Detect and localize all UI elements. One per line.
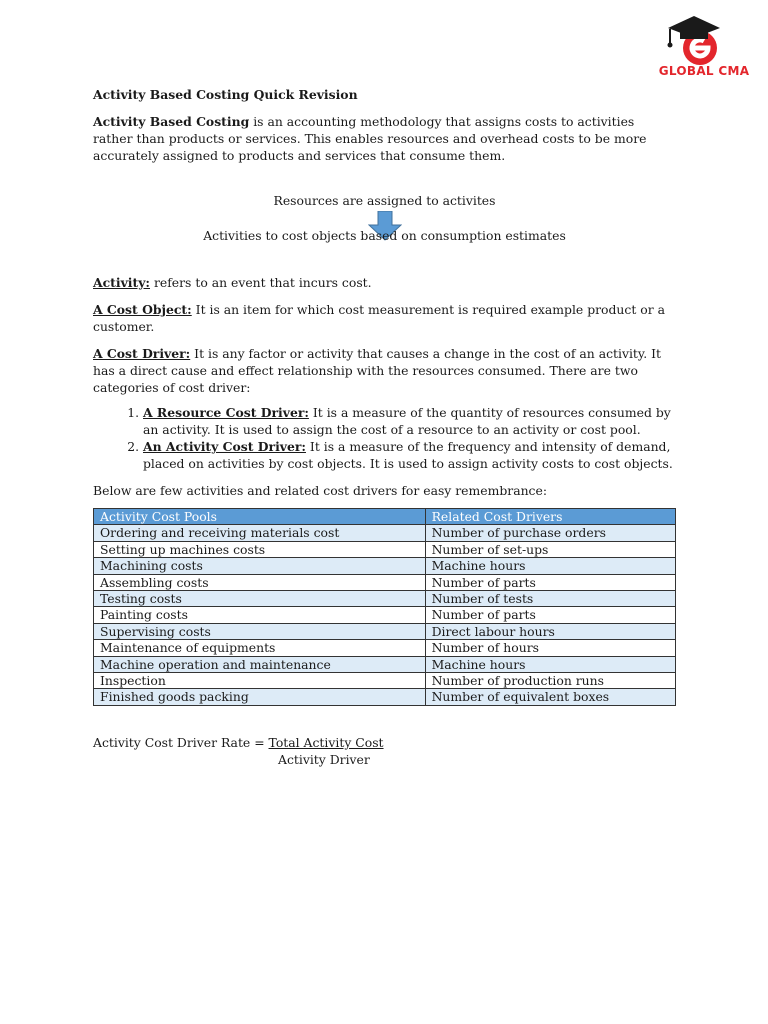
- cell-cost-pool: Finished goods packing: [94, 689, 426, 705]
- table-row: [94, 525, 676, 541]
- cell-cost-pool: Maintenance of equipments: [94, 640, 426, 656]
- definition-cost-driver-term: A Cost Driver:: [93, 346, 191, 361]
- cell-cost-driver: Number of purchase orders: [425, 525, 675, 541]
- resource-driver-text: It is a measure of the quantity of resources consumed by an activity. It is used to assign the cost of a resource to an activity or cost pool.: [143, 405, 671, 437]
- intro-term: Activity Based Costing: [93, 114, 250, 129]
- document-body: [93, 86, 676, 768]
- cell-cost-driver: Number of set-ups: [425, 541, 675, 557]
- formula-numerator: Total Activity Cost: [268, 734, 384, 750]
- activity-driver-term: An Activity Cost Driver:: [143, 439, 306, 454]
- flow-step-activities: Activities to cost objects based on consumption estimates: [203, 228, 566, 243]
- list-item: [143, 404, 676, 438]
- definition-activity-text: refers to an event that incurs cost.: [150, 275, 372, 290]
- formula-denominator: Activity Driver: [278, 751, 370, 767]
- page-title: Activity Based Costing Quick Revision: [93, 87, 358, 102]
- table-row: [94, 656, 676, 672]
- cell-cost-driver: Machine hours: [425, 558, 675, 574]
- cell-cost-driver: Number of equivalent boxes: [425, 689, 675, 705]
- formula: [93, 734, 676, 768]
- cell-cost-pool: Machining costs: [94, 558, 426, 574]
- table-row: [94, 689, 676, 705]
- formula-label: Activity Cost Driver Rate =: [93, 734, 269, 750]
- logo-text: GLOBAL CMA: [658, 64, 750, 78]
- table-row: [94, 541, 676, 557]
- cost-drivers-table: [93, 508, 676, 706]
- cell-cost-pool: Ordering and receiving materials cost: [94, 525, 426, 541]
- definition-cost-driver: [93, 345, 676, 396]
- cell-cost-driver: Number of production runs: [425, 673, 675, 689]
- cell-cost-driver: Number of hours: [425, 640, 675, 656]
- cell-cost-driver: Direct labour hours: [425, 623, 675, 639]
- definition-activity-term: Activity:: [93, 275, 150, 290]
- table-row: [94, 623, 676, 639]
- cell-cost-driver: Number of parts: [425, 607, 675, 623]
- table-row: [94, 558, 676, 574]
- table-header-row: [94, 509, 676, 525]
- table-body: [94, 525, 676, 705]
- cell-cost-pool: Assembling costs: [94, 574, 426, 590]
- definition-cost-object-text: It is an item for which cost measurement is required example product or a customer.: [93, 302, 665, 334]
- cell-cost-pool: Painting costs: [94, 607, 426, 623]
- cell-cost-driver: Number of tests: [425, 591, 675, 607]
- flow-step-resources: Resources are assigned to activites: [273, 193, 496, 208]
- column-header-cost-drivers: Related Cost Drivers: [425, 509, 675, 525]
- definition-cost-driver-text: It is any factor or activity that causes a change in the cost of an activity. It has a direct cause and effect relationship with the resources consumed. There are two categories of cost driver:: [93, 346, 662, 395]
- cell-cost-pool: Testing costs: [94, 591, 426, 607]
- intro-paragraph: [93, 113, 676, 164]
- list-item: [143, 438, 676, 472]
- cell-cost-pool: Machine operation and maintenance: [94, 656, 426, 672]
- driver-types-list: [93, 404, 676, 472]
- definition-activity: [93, 274, 676, 291]
- definition-cost-object-term: A Cost Object:: [93, 302, 192, 317]
- cell-cost-pool: Inspection: [94, 673, 426, 689]
- table-row: [94, 673, 676, 689]
- cell-cost-driver: Machine hours: [425, 656, 675, 672]
- cell-cost-driver: Number of parts: [425, 574, 675, 590]
- activity-driver-text: It is a measure of the frequency and intensity of demand, placed on activities by cost objects. It is used to assign activity costs to cost objects.: [143, 439, 673, 471]
- table-row: [94, 640, 676, 656]
- cell-cost-pool: Supervising costs: [94, 623, 426, 639]
- intro-text: is an accounting methodology that assigns costs to activities rather than products or services. This enables resources and overhead costs to be more accurately assigned to products and services that consume them.: [93, 114, 647, 163]
- table-row: [94, 607, 676, 623]
- cell-cost-pool: Setting up machines costs: [94, 541, 426, 557]
- table-intro: Below are few activities and related cost drivers for easy remembrance:: [93, 483, 548, 498]
- column-header-cost-pools: Activity Cost Pools: [94, 509, 426, 525]
- resource-driver-term: A Resource Cost Driver:: [143, 405, 309, 420]
- table-row: [94, 574, 676, 590]
- table-row: [94, 591, 676, 607]
- definition-cost-object: [93, 301, 676, 335]
